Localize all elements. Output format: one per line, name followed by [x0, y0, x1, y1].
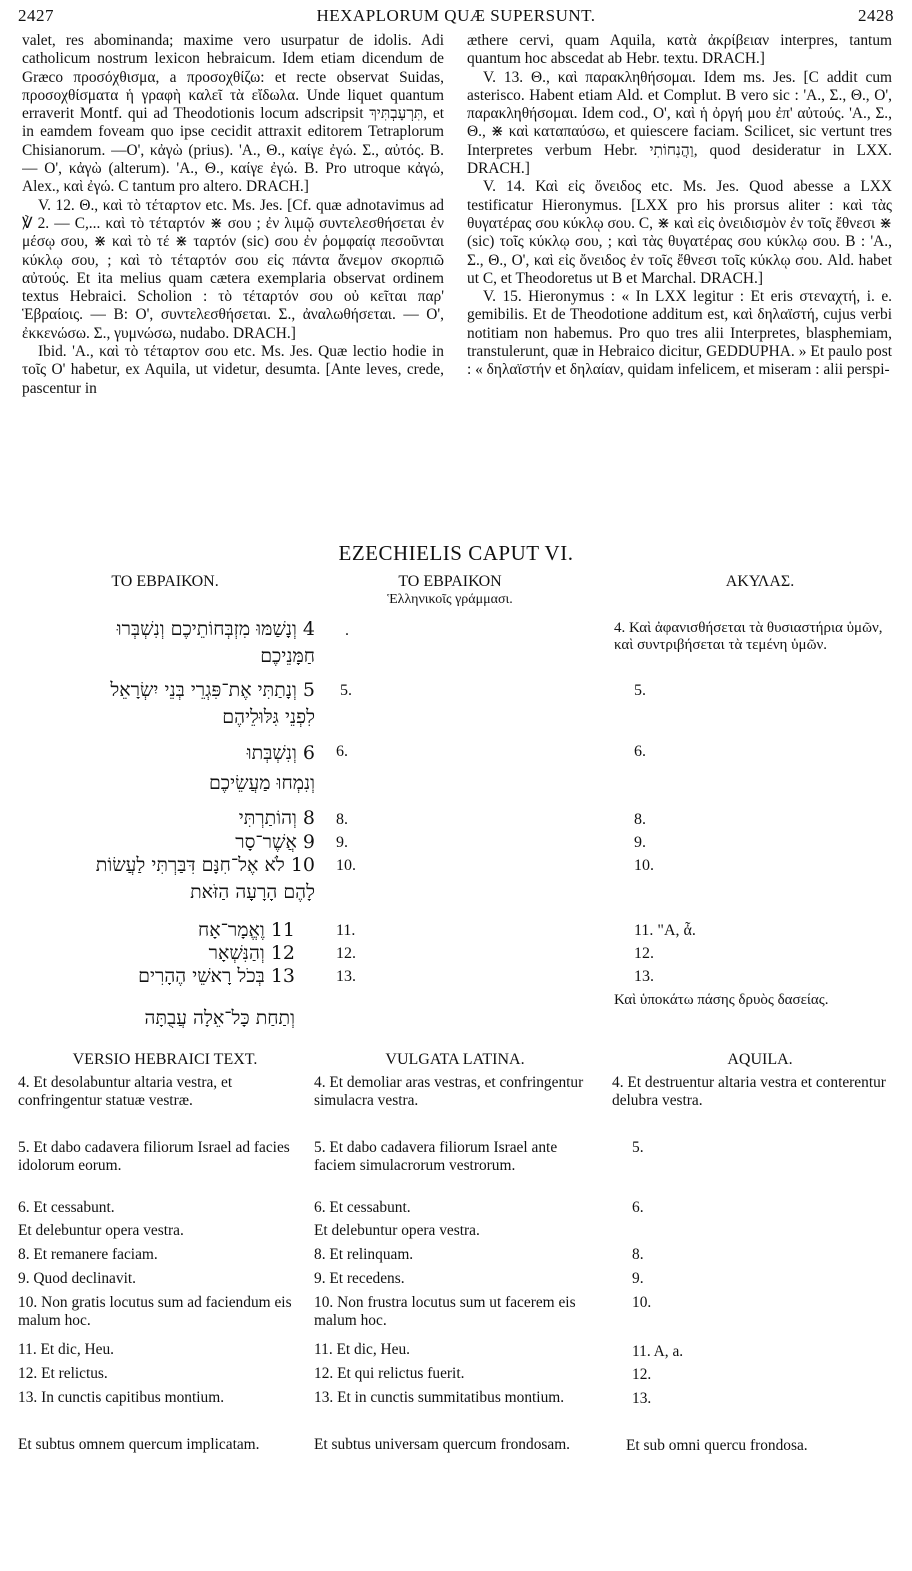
hebrew-verse-8: 8 וְהוֹתַרְתִּי — [238, 807, 315, 829]
hebrew-verse-13: 13 בְּכֹל רָאשֵׁי הֶהָרִים — [138, 965, 295, 987]
hebrew-verse-10: 10 לֹא אֶל־חִנָּם דִּבַּרְתִּי לַעֲשׂוֹת לָהֶם הָרָעָה הַזֹּאת — [95, 854, 315, 903]
hebrew-verse-9: 9 אֲשֶׁר־סָר — [235, 831, 315, 853]
translit-column-header: ΤΟ ΕΒΡΑΙΚΟΝ — [398, 573, 502, 590]
hebrew-column-header: ΤΟ ΕΒΡΑΙΚΟΝ. — [111, 573, 219, 590]
aquila-verse-6: 6. — [634, 743, 646, 760]
hebrew-verse-13b: וְתַחַת כָּל־אֵלָה עֲבֻתָּה — [144, 1007, 295, 1029]
notes-left-column — [22, 32, 444, 532]
translit-verse-4: . — [345, 622, 349, 639]
aquila-latin-verse-6: 6. — [632, 1199, 644, 1216]
vulgata-verse-4: 4. Et demoliar aras vestras, et confringentur simulacra vestra. — [314, 1074, 584, 1109]
vulgata-verse-12: 12. Et qui relictus fuerit. — [314, 1365, 465, 1382]
versio-verse-12: 12. Et relictus. — [18, 1365, 108, 1382]
note-paragraph: valet, res abominanda; maxime vero usurpatur de idolis. Adi catholicum nostrum lexicon hebraicum. Idem etiam dicendum de Græco προσόχθισμα, a προσοχθίζω: et recte observat Suidas, προσοχθίσματα ἡ γραφὴ καλεῖ τὰ εἴδωλα. Unde liquet quantum erraverit Montf. qui ad Theodotionis locum adscripsit תִּרְעָבְתִּיךְ, et in eamdem foveam quo ipse cecidit attraxit editorem Tetraplorum Chisianorum. —Ο', κἀγὼ (prius). 'Α., Θ., καίγε ἐγώ. Σ., αὐτός. B. — Ο', κἀγὼ (alterum). 'Α., Θ., καίγε ἐγώ. B. Pro utroque κἀγώ, Alex., καὶ ἐγώ. C tantum pro altero. DRACH.] — [22, 32, 444, 196]
aquila-verse-8: 8. — [634, 811, 646, 828]
versio-verse-13b: Et subtus omnem quercum implicatam. — [18, 1436, 260, 1453]
aquila-latin-verse-11: 11. A, a. — [632, 1343, 684, 1360]
note-paragraph: æthere cervi, quam Aquila, κατὰ ἀκρίβειαν interpres, tantum quantum hoc abscedat ab Hebr. textu. DRACH.] — [467, 32, 892, 68]
aquila-verse-5: 5. — [634, 682, 646, 699]
vulgata-verse-5: 5. Et dabo cadavera filiorum Israel ante faciem simulacrorum vestrorum. — [314, 1139, 558, 1174]
vulgata-verse-11: 11. Et dic, Heu. — [314, 1341, 411, 1358]
versio-verse-6: 6. Et cessabunt. — [18, 1199, 115, 1216]
aquila-latin-verse-12: 12. — [632, 1366, 652, 1383]
translit-verse-5: 5. — [340, 682, 352, 699]
aquila-verse-11: 11. "Α, ἆ. — [634, 922, 696, 939]
vulgata-column-header: VULGATA LATINA. — [385, 1051, 525, 1068]
versio-verse-4: 4. Et desolabuntur altaria vestra, et confringentur statuæ vestræ. — [18, 1074, 233, 1109]
chapter-title: EZECHIELIS CAPUT VI. — [338, 541, 574, 565]
aquila-latin-verse-13: 13. — [632, 1390, 652, 1407]
translit-column-subheader: Ἑλληνικοῖς γράμμασι. — [387, 592, 513, 607]
translit-verse-9: 9. — [336, 834, 348, 851]
translit-verse-11: 11. — [336, 922, 356, 939]
vulgata-verse-13: 13. Et in cunctis summitatibus montium. — [314, 1389, 565, 1406]
hebrew-verse-12: 12 וְהַנִּשְׁאָר — [208, 942, 295, 964]
aquila-latin-verse-9: 9. — [632, 1270, 644, 1287]
hebrew-verse-4: 4 וְנָשַׁמּוּ מִזְבְּחוֹתֵיכֶם וְנִשְׁבְּרוּ חַמָּנֵיכֶם — [116, 618, 315, 667]
translit-verse-13: 13. — [336, 968, 356, 985]
vulgata-verse-8: 8. Et relinquam. — [314, 1246, 414, 1263]
note-paragraph: V. 15. Hieronymus : « In LXX legitur : Et eris στεναχτή, i. e. gemibilis. Et de Theodotione additum est, καὶ δηλαϊστή, cujus verbi notitiam non habemus. Pro quo tres alii Interpretes, blasphemiam, transtulerunt, quæ in Hebraico dicitur, GEDDUPHA. » Et paulo post : « δηλαϊστήν et δηλαίαν, quidam infelicem, et miseram : alii perspi- — [467, 288, 892, 379]
note-paragraph: Ibid. 'Α., καὶ τὸ τέταρτον σου etc. Ms. Jes. Quæ lectio hodie in τοῖς Ο' habetur, ex Aquila, ut videtur, desumta. [Ante leves, crede, pascentur in — [22, 343, 444, 397]
vulgata-verse-9: 9. Et recedens. — [314, 1270, 405, 1287]
vulgata-verse-6: 6. Et cessabunt. — [314, 1199, 411, 1216]
right-page-number: 2428 — [858, 6, 894, 25]
versio-verse-9: 9. Quod declinavit. — [18, 1270, 136, 1287]
aquila-verse-10: 10. — [634, 857, 654, 874]
aquila-latin-column-header: AQUILA. — [727, 1051, 793, 1068]
running-title: HEXAPLORUM QUÆ SUPERSUNT. — [316, 6, 596, 25]
aquila-verse-4: 4. Καὶ ἀφανισθήσεται τὰ θυσιαστήρια ὑμῶν, καὶ συντριβήσεται τὰ τεμένη ὑμῶν. — [614, 620, 883, 653]
note-paragraph: V. 12. Θ., καὶ τὸ τέταρτον etc. Ms. Jes. [Cf. quæ adnotavimus ad ℣ 2. — C,... καὶ τὸ τέταρτόν ⋇ σου ; ἐν λιμῷ συντελεσθήσεται ἐν μέσῳ σου, ⋇ καὶ τὸ τέ ⋇ ταρτόν (sic) σου ἐν ῥομφαίᾳ πεσοῦνται κύκλῳ σου, ; καὶ τὸ τέταρτόν σου εἰς πάντα ἄνεμον σκορπιῶ αὐτούς. Et ita melius quam cætera exemplaria observat ordinem textus Hebraici. Scholion : τὸ τέταρτόν σου οὐ κεῖται παρ' Ἑβραίοις. — B: Ο', συντελεσθήσεται. Σ., ἀναλωθήσεται. — Ο', ἐκκενώσω. Σ., γυμνώσω, nudabo. DRACH.] — [22, 196, 444, 342]
note-paragraph: V. 13. Θ., καὶ παρακληθήσομαι. Idem ms. Jes. [C addit cum asterisco. Habent etiam Ald. et Complut. B vero sic : 'Α., Σ., Θ., Ο', παρακληθήσομαι. Idem cod., Ο', καὶ ἡ ὀργή μου ἐπ' αὐτούς. 'Α., Σ., Θ., ⋇ καὶ καταπαύσω, et quiescere faciam. Scilicet, sic vertunt tres Interpretes verbum Hebr. וַהֲנִחוֹתִי, quod desideratur in LXX. DRACH.] — [467, 68, 892, 178]
versio-verse-6b: Et delebuntur opera vestra. — [18, 1222, 184, 1239]
translit-verse-8: 8. — [336, 811, 348, 828]
versio-verse-13: 13. In cunctis capitibus montium. — [18, 1389, 225, 1406]
translit-verse-12: 12. — [336, 945, 356, 962]
hebrew-verse-11: 11 וֶאֱמָר־אָח — [197, 919, 295, 941]
versio-verse-8: 8. Et remanere faciam. — [18, 1246, 158, 1263]
versio-verse-5: 5. Et dabo cadavera filiorum Israel ad facies idolorum eorum. — [18, 1139, 290, 1174]
translit-verse-6: 6. — [336, 743, 348, 760]
notes-right-column — [467, 32, 892, 532]
hebrew-verse-6: 6 וְנִשְׁבְּתוּ וְנִמְחוּ מַעֲשֵׂיכֶם — [208, 742, 315, 794]
aquila-verse-9: 9. — [634, 834, 646, 851]
aquila-verse-13b: Καὶ ὑποκάτω πάσης δρυὸς δασείας. — [614, 992, 829, 1008]
versio-verse-10: 10. Non gratis locutus sum ad faciendum eis malum hoc. — [18, 1294, 292, 1329]
aquila-latin-verse-13b: Et sub omni quercu frondosa. — [626, 1437, 808, 1454]
aquila-verse-13: 13. — [634, 968, 654, 985]
vulgata-verse-6b: Et delebuntur opera vestra. — [314, 1222, 480, 1239]
versio-verse-11: 11. Et dic, Heu. — [18, 1341, 115, 1358]
versio-column-header: VERSIO HEBRAICI TEXT. — [72, 1051, 258, 1068]
aquila-latin-verse-4: 4. Et destruentur altaria vestra et conterentur delubra vestra. — [612, 1074, 886, 1109]
aquila-verse-12: 12. — [634, 945, 654, 962]
aquila-latin-verse-5: 5. — [632, 1139, 644, 1156]
translit-verse-10: 10. — [336, 857, 356, 874]
note-paragraph: V. 14. Καὶ εἰς ὄνειδος etc. Ms. Jes. Quod abesse a LXX testificatur Hieronymus. [LXX pro his prorsus aliter : καὶ τὰς θυγατέρας σου κύκλῳ σου. C, ⋇ καὶ εἰς ὀνειδισμὸν ἐν τοῖς ἔθνεσι ⋇ (sic) τοῖς κύκλῳ σου, ; καὶ τὰς θυγατέρας σου κύκλῳ σου. B : 'Α., Σ., Θ., Ο', καὶ εἰς ὄνειδος ἐν τοῖς ἔθνεσι τοῖς κύκλῳ σου. Ald. habet ut C, et Theodoretus ut B et Marchal. DRACH.] — [467, 178, 892, 287]
left-page-number: 2427 — [18, 6, 54, 25]
aquila-latin-verse-10: 10. — [632, 1294, 652, 1311]
vulgata-verse-10: 10. Non frustra locutus sum ut facerem eis malum hoc. — [314, 1294, 576, 1329]
aquila-latin-verse-8: 8. — [632, 1246, 644, 1263]
aquila-column-header: ΑΚΥΛΑΣ. — [725, 573, 795, 590]
vulgata-verse-13b: Et subtus universam quercum frondosam. — [314, 1436, 571, 1453]
hebrew-verse-5: 5 וְנָתַתִּי אֶת־פִּגְרֵי בְּנֵי יִשְׂרָאֵל לִפְנֵי גִּלּוּלֵיהֶם — [110, 679, 315, 728]
